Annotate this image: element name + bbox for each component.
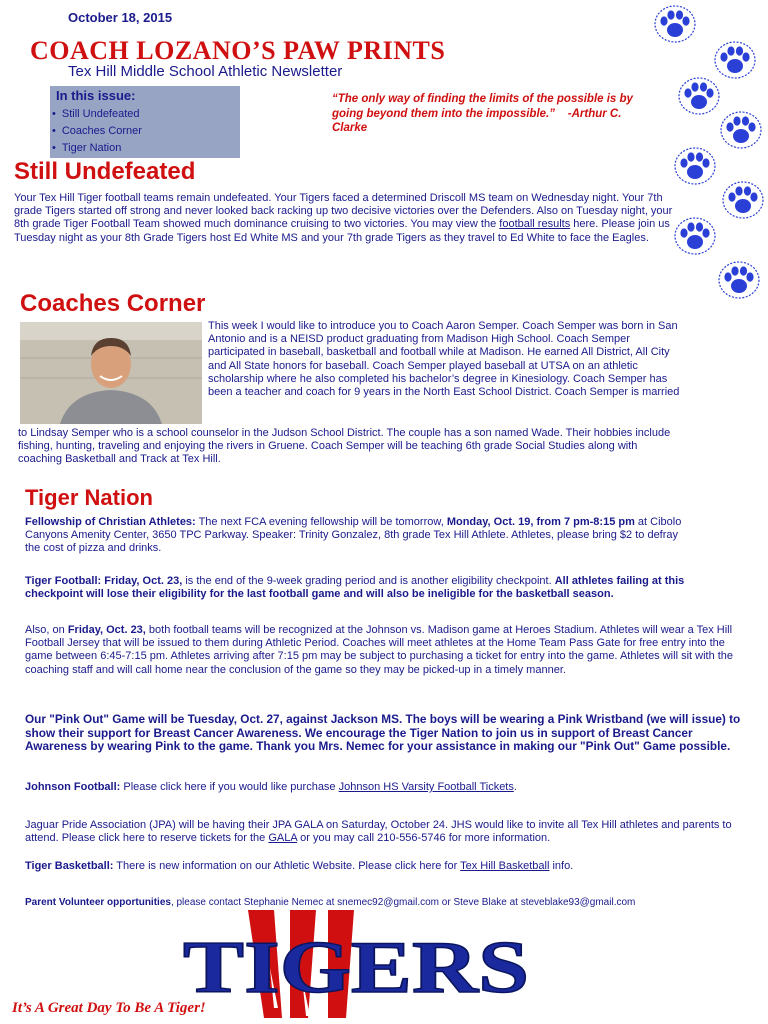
paw-print-icon (654, 4, 696, 44)
fca-paragraph (25, 516, 695, 556)
quote-author: -Arthur C. Clarke (332, 107, 622, 134)
paw-print-icon (720, 110, 762, 150)
tiger-basketball-end: info. (549, 860, 574, 872)
gala-link[interactable]: GALA (268, 832, 298, 845)
also-when: Friday, Oct. 23, (67, 624, 146, 636)
eligibility-warning: All athletes failing at this checkpoint will lose their eligibility for the last football game and will also be ineligible for the basketball season. (25, 575, 685, 601)
johnson-football-text: Please click here if you would like purchase (120, 781, 339, 793)
still-undefeated-text (14, 192, 684, 245)
paw-print-icon (674, 146, 716, 186)
paw-print-icon (714, 40, 756, 80)
jpa-end: or you may call 210-556-5746 for more information. (297, 832, 551, 845)
fca-label: Fellowship of Christian Athletes: (25, 516, 196, 528)
fca-when: Monday, Oct. 19, from 7 pm-8:15 pm (446, 516, 635, 528)
parent-volunteer-label: Parent Volunteer opportunities (25, 897, 171, 908)
tex-hill-basketball-link[interactable]: Tex Hill Basketball (460, 860, 550, 872)
pink-out-paragraph: Our "Pink Out" Game will be Tuesday, Oct. 27, against Jackson MS. The boys will be wearing a Pink Wristband (we will issue) to show their support for Breast Cancer Awareness. We encourage the Tiger Nation to join us in support of Breast Cancer Awareness by wearing Pink to the game. Thank you Mrs. Nemec for your assistance in making our "Pink Out" Game possible. (25, 712, 741, 754)
parent-volunteer-text: , please contact Stephanie Nemec at snemec92@gmail.com or Steve Blake at steveblake93@gmail.com (170, 897, 636, 908)
paw-print-icon (718, 260, 760, 300)
johnson-end: . (513, 781, 517, 793)
undefeated-text-a: Your Tex Hill Tiger football teams remain undefeated. Your Tigers faced a determined Driscoll MS team on Wednesday night. Your 7th grade Tigers started off strong and never looked back racking up two decisive victories over the Defenders. Also on Tuesday night, your 8th grade Tiger Football Team showed much dominance cruising to two victories. You may view the (14, 192, 673, 231)
fca-text-b: at Cibolo Canyons Amenity Center, 3650 TPC Parkway. Speaker: Trinity Gonzalez, 8th grade Tex Hill Athlete. Athletes, please bring $2 to defray the cost of pizza and drinks. (25, 516, 682, 555)
football-results-link[interactable]: football results (499, 218, 571, 231)
newsletter-date: October 18, 2015 (68, 10, 173, 25)
jpa-paragraph (25, 819, 740, 845)
in-this-issue-heading: In this issue: (56, 88, 136, 103)
newsletter-title: COACH LOZANO’S PAW PRINTS (30, 36, 446, 65)
tigers-logo-text: TIGERS (183, 927, 529, 1009)
in-this-issue-list (52, 106, 142, 157)
issue-item: • Tiger Nation (52, 140, 142, 157)
paw-print-icon (722, 180, 764, 220)
also-text-a: Also, on (25, 624, 68, 636)
tiger-basketball-paragraph (25, 860, 740, 873)
also-text-b: both football teams will be recognized at the Johnson vs. Madison game at Heroes Stadium. Athletes will wear a Tex Hill Football Jersey that will be issued to them during Athletic Period. Coaches will meet athletes at the Home Team Pass Gate for free entry into the game between 6:45-7:15 pm. Athletes arriving after 7:15 pm may be subject to purchasing a ticket for entry into the game. Athletes will sit with the coaching staff and will call home near the conclusion of the game so they may be picked-up in a timely manner. (25, 624, 734, 676)
jpa-text: Jaguar Pride Association (JPA) will be having their JPA GALA on Saturday, October 24. JHS would like to invite all Tex Hill athletes and parents to attend. Please click here to reserve tickets for the (25, 819, 732, 845)
johnson-tickets-link[interactable]: Johnson HS Varsity Football Tickets (338, 781, 514, 793)
undefeated-text-b: here. Please join us Tuesday night as your 8th Grade Tigers host Ed White MS and your 7th grade Tigers as they travel to Ed White to face the Eagles. (14, 218, 670, 244)
tiger-football-text: is the end of the 9-week grading period and is another eligibility checkpoint. (182, 575, 555, 587)
footer-slogan: It’s A Great Day To Be A Tiger! (12, 1000, 206, 1016)
fca-text-a: The next FCA evening fellowship will be tomorrow, (195, 516, 447, 528)
still-undefeated-heading: Still Undefeated (14, 158, 196, 185)
tiger-basketball-text: There is new information on our Athletic Website. Please click here for (113, 860, 461, 872)
tigers-logo (178, 908, 534, 1022)
tiger-football-paragraph (25, 575, 695, 601)
paw-print-icon (678, 76, 720, 116)
heroes-stadium-paragraph (25, 624, 740, 677)
issue-item: • Still Undefeated (52, 106, 142, 123)
coaches-corner-text-continued: to Lindsay Semper who is a school counselor in the Judson School District. The couple has a son named Wade. Their hobbies include fishing, hunting, traveling and enjoying the rivers in Gruene. Coach Semper will be teaching 6th grade Social Studies along with coaching Basketball and Track at Tex Hill. (18, 427, 671, 466)
newsletter-subtitle: Tex Hill Middle School Athletic Newsletter (68, 63, 343, 80)
coach-photo (20, 322, 202, 424)
quote (332, 92, 652, 136)
tiger-nation-heading: Tiger Nation (25, 485, 153, 510)
issue-item: • Coaches Corner (52, 123, 142, 140)
coaches-corner-text: This week I would like to introduce you to Coach Aaron Semper. Coach Semper was born in San Antonio and is a NEISD product graduating from Madison High School. Coach Semper participated in baseball, basketball and football while at Madison. He earned All District, All City and All State honors for baseball. Coach Semper played baseball at UTSA on an athletic scholarship where he also completed his bachelor’s degree in Kinesiology. Coach Semper has been a teacher and coach for 9 years in the North East School District. Coach Semper is married (208, 320, 680, 399)
tiger-basketball-label: Tiger Basketball: (25, 860, 114, 872)
tiger-football-label: Tiger Football: Friday, Oct. 23, (25, 575, 183, 587)
johnson-football-paragraph (25, 781, 685, 794)
coaches-corner-heading: Coaches Corner (20, 290, 206, 317)
johnson-football-label: Johnson Football: (25, 781, 121, 793)
quote-text: “The only way of finding the limits of the possible is by going beyond them into the impossible.” (332, 93, 633, 120)
